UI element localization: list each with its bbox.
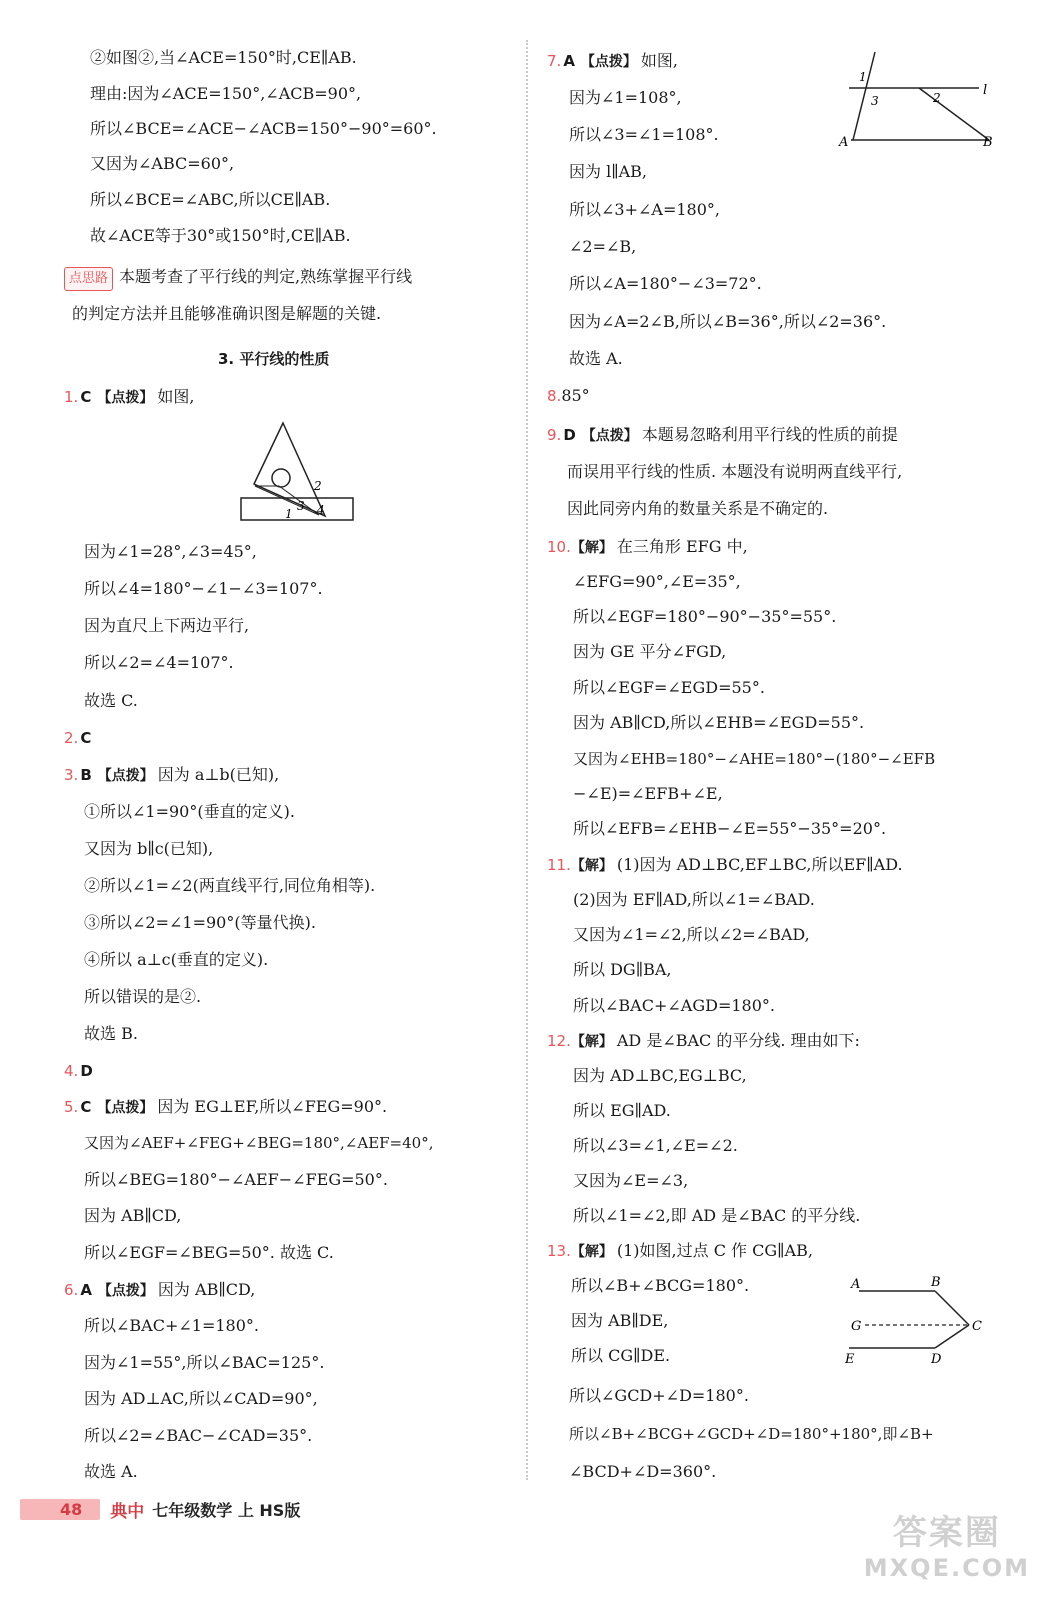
question-number: 5. (64, 1098, 79, 1116)
polyline-parallel-figure (843, 1270, 993, 1368)
question-number: 12. (547, 1032, 571, 1050)
text-line: 所以∠3+∠A=180°, (569, 200, 720, 219)
ruler-triangle-figure (237, 418, 357, 528)
tip-badge: 点思路 (64, 267, 113, 291)
text-line: 因为∠1=108°, (569, 88, 682, 107)
question-11 (547, 854, 903, 877)
page-number: 48 (20, 1499, 100, 1520)
text-line: 所以∠BAC+∠AGD=180°. (573, 996, 775, 1015)
question-text: (1)因为 AD⊥BC,EF⊥BC,所以EF∥AD. (616, 855, 903, 874)
text-line: 又因为∠AEF+∠FEG+∠BEG=180°,∠AEF=40°, (84, 1134, 434, 1152)
question-13 (547, 1240, 813, 1263)
text-line: (2)因为 EF∥AD,所以∠1=∠BAD. (573, 890, 815, 909)
text-line: 因为 AD⊥AC,所以∠CAD=90°, (84, 1389, 318, 1408)
question-number: 9. (547, 426, 562, 444)
point-label-c: C (972, 1319, 982, 1334)
point-label-b: B (983, 135, 993, 150)
text-line: 所以 CG∥DE. (571, 1346, 671, 1365)
hint-tag: 【点拨】 (581, 428, 638, 444)
text-line: 又因为∠1=∠2,所以∠2=∠BAD, (573, 925, 810, 944)
text-line: 所以 EG∥AD. (573, 1101, 671, 1120)
question-number: 13. (547, 1242, 571, 1260)
answer-letter: C (80, 1098, 92, 1116)
text-line: 所以∠2=∠4=107°. (84, 653, 234, 672)
point-label-g: G (851, 1319, 862, 1334)
angle-label-3: 3 (297, 499, 305, 513)
question-number: 3. (64, 766, 79, 784)
angle-label-3: 3 (871, 94, 879, 108)
tip-text-continued: 的判定方法并且能够准确识图是解题的关键. (72, 304, 382, 323)
question-2 (64, 727, 97, 749)
text-line: 因为 AB∥CD,所以∠EHB=∠EGD=55°. (573, 713, 865, 732)
text-line: 所以错误的是②. (84, 987, 202, 1006)
point-label-e: E (845, 1352, 855, 1367)
tip-text: 本题考查了平行线的判定,熟练掌握平行线 (119, 267, 413, 286)
point-label-d: D (931, 1352, 942, 1367)
answer-letter: D (80, 1062, 93, 1080)
answer-letter: A (80, 1281, 92, 1299)
question-6 (64, 1279, 255, 1302)
text-line: ④所以 a⊥c(垂直的定义). (84, 950, 269, 969)
question-text: AD 是∠BAC 的平分线. 理由如下: (616, 1031, 860, 1050)
question-10 (547, 536, 748, 559)
text-line: 而误用平行线的性质. 本题没有说明两直线平行, (567, 462, 903, 481)
column-divider (526, 40, 528, 1480)
question-number: 8. (547, 387, 562, 405)
question-number: 7. (547, 52, 562, 70)
question-text: 在三角形 EFG 中, (616, 537, 748, 556)
watermark (864, 1505, 1030, 1582)
angle-label-4: 4 (317, 503, 325, 517)
answer-letter: B (80, 766, 92, 784)
question-text: 因为 a⊥b(已知), (157, 765, 280, 784)
text-line: 所以∠GCD+∠D=180°. (569, 1386, 749, 1405)
question-text: 因为 AB∥CD, (157, 1280, 256, 1299)
text-line: 故选 A. (84, 1462, 138, 1481)
text-line: 故选 A. (569, 349, 623, 368)
text-line: 所以 DG∥BA, (573, 960, 672, 979)
question-text: 如图, (157, 387, 195, 406)
question-text: 如图, (640, 51, 679, 70)
angle-label-1: 1 (285, 507, 293, 521)
text-line: ∠EFG=90°,∠E=35°, (573, 572, 741, 591)
answer-letter: C (80, 388, 92, 406)
text-line: ∠2=∠B, (569, 237, 637, 256)
text-line: 因为 l∥AB, (569, 162, 647, 181)
text-line: 所以∠3=∠1,∠E=∠2. (573, 1136, 738, 1155)
question-7 (547, 50, 678, 73)
solution-tag: 【解】 (570, 1244, 613, 1260)
question-5 (64, 1096, 387, 1119)
text-line: ②所以∠1=∠2(两直线平行,同位角相等). (84, 876, 376, 895)
text-line: 因此同旁内角的数量关系是不确定的. (567, 499, 829, 518)
watermark-url: MXQE.COM (863, 1554, 1030, 1582)
point-label-a: A (851, 1277, 861, 1292)
solution-tag: 【解】 (570, 540, 613, 556)
question-4 (64, 1060, 99, 1082)
question-3 (64, 764, 279, 787)
question-8 (547, 385, 590, 407)
point-label-b: B (931, 1275, 941, 1290)
answer-letter: C (80, 729, 92, 747)
angle-label-1: 1 (859, 70, 867, 84)
answer-value: 85° (561, 386, 590, 405)
text-line: 所以∠A=180°−∠3=72°. (569, 274, 762, 293)
book-title: 七年级数学 上 HS版 (152, 1500, 301, 1520)
question-number: 11. (547, 856, 571, 874)
text-line: 因为 AB∥CD, (84, 1206, 182, 1225)
text-line: 又因为 b∥c(已知), (84, 839, 214, 858)
text-line: 所以∠EGF=180°−90°−35°=55°. (573, 607, 837, 626)
text-line: 故选 B. (84, 1024, 138, 1043)
text-line: 所以∠4=180°−∠1−∠3=107°. (84, 579, 323, 598)
text-line: 所以∠EGF=∠EGD=55°. (573, 678, 765, 697)
page-footer (20, 1496, 300, 1522)
question-1 (64, 386, 194, 409)
text-line: 因为 GE 平分∠FGD, (573, 642, 727, 661)
text-line: 因为∠1=28°,∠3=45°, (84, 542, 257, 561)
text-line: 故选 C. (84, 691, 138, 710)
solution-tag: 【解】 (570, 858, 613, 874)
hint-tag: 【点拨】 (97, 768, 154, 784)
question-9 (547, 424, 898, 447)
question-number: 10. (547, 538, 571, 556)
question-number: 6. (64, 1281, 79, 1299)
question-number: 1. (64, 388, 79, 406)
angle-label-2: 2 (314, 479, 322, 493)
hint-tag: 【点拨】 (97, 1283, 154, 1299)
text-line: 又因为∠ABC=60°, (90, 154, 235, 173)
text-line: ②如图②,当∠ACE=150°时,CE∥AB. (90, 48, 357, 67)
text-line: 因为∠1=55°,所以∠BAC=125°. (84, 1353, 325, 1372)
text-line: 故∠ACE等于30°或150°时,CE∥AB. (90, 226, 351, 245)
text-line: ①所以∠1=90°(垂直的定义). (84, 802, 295, 821)
answer-letter: D (563, 426, 576, 444)
text-line: 所以∠BAC+∠1=180°. (84, 1316, 259, 1335)
text-line: 理由:因为∠ACE=150°,∠ACB=90°, (90, 84, 362, 103)
line-label-l: l (983, 83, 988, 98)
solution-tag: 【解】 (570, 1034, 613, 1050)
text-line: 所以∠2=∠BAC−∠CAD=35°. (84, 1426, 313, 1445)
brand-logo: 典中 (110, 1501, 145, 1522)
answer-letter: A (563, 52, 575, 70)
question-text: 因为 EG⊥EF,所以∠FEG=90°. (157, 1097, 388, 1116)
question-number: 2. (64, 729, 79, 747)
hint-tag: 【点拨】 (97, 390, 154, 406)
text-line: 因为直尺上下两边平行, (84, 616, 250, 635)
text-line: 所以∠B+∠BCG=180°. (571, 1276, 750, 1295)
text-line: 因为 AB∥DE, (571, 1311, 669, 1330)
text-line: ∠BCD+∠D=360°. (569, 1462, 717, 1481)
text-line: −∠E)=∠EFB+∠E, (573, 784, 723, 803)
text-line: 所以∠BCE=∠ACE−∠ACB=150°−90°=60°. (90, 119, 437, 138)
question-12 (547, 1030, 860, 1053)
text-line: 因为∠A=2∠B,所以∠B=36°,所以∠2=36°. (569, 312, 887, 331)
parallel-lines-triangle-figure (837, 48, 997, 153)
text-line: 又因为∠EHB=180°−∠AHE=180°−(180°−∠EFB (573, 750, 936, 768)
tip-line (64, 266, 412, 291)
question-text: (1)如图,过点 C 作 CG∥AB, (616, 1241, 813, 1260)
text-line: 所以∠EFB=∠EHB−∠E=55°−35°=20°. (573, 819, 887, 838)
text-line: 因为 AD⊥BC,EG⊥BC, (573, 1066, 747, 1085)
point-label-a: A (839, 135, 849, 150)
watermark-text: 答案圈 (892, 1513, 1001, 1553)
angle-label-2: 2 (933, 91, 941, 105)
text-line: 所以∠BCE=∠ABC,所以CE∥AB. (90, 190, 331, 209)
hint-tag: 【点拨】 (97, 1100, 154, 1116)
text-line: 所以∠BEG=180°−∠AEF−∠FEG=50°. (84, 1170, 388, 1189)
text-line: ③所以∠2=∠1=90°(等量代换). (84, 913, 316, 932)
hint-tag: 【点拨】 (580, 54, 637, 70)
text-line: 所以∠B+∠BCG+∠GCD+∠D=180°+180°,即∠B+ (569, 1425, 934, 1443)
question-number: 4. (64, 1062, 79, 1080)
text-line: 所以∠1=∠2,即 AD 是∠BAC 的平分线. (573, 1206, 861, 1225)
text-line: 所以∠3=∠1=108°. (569, 125, 719, 144)
text-line: 又因为∠E=∠3, (573, 1171, 689, 1190)
section-title: 3. 平行线的性质 (218, 350, 330, 368)
question-text: 本题易忽略利用平行线的性质的前提 (641, 425, 898, 444)
text-line: 所以∠EGF=∠BEG=50°. 故选 C. (84, 1243, 334, 1262)
